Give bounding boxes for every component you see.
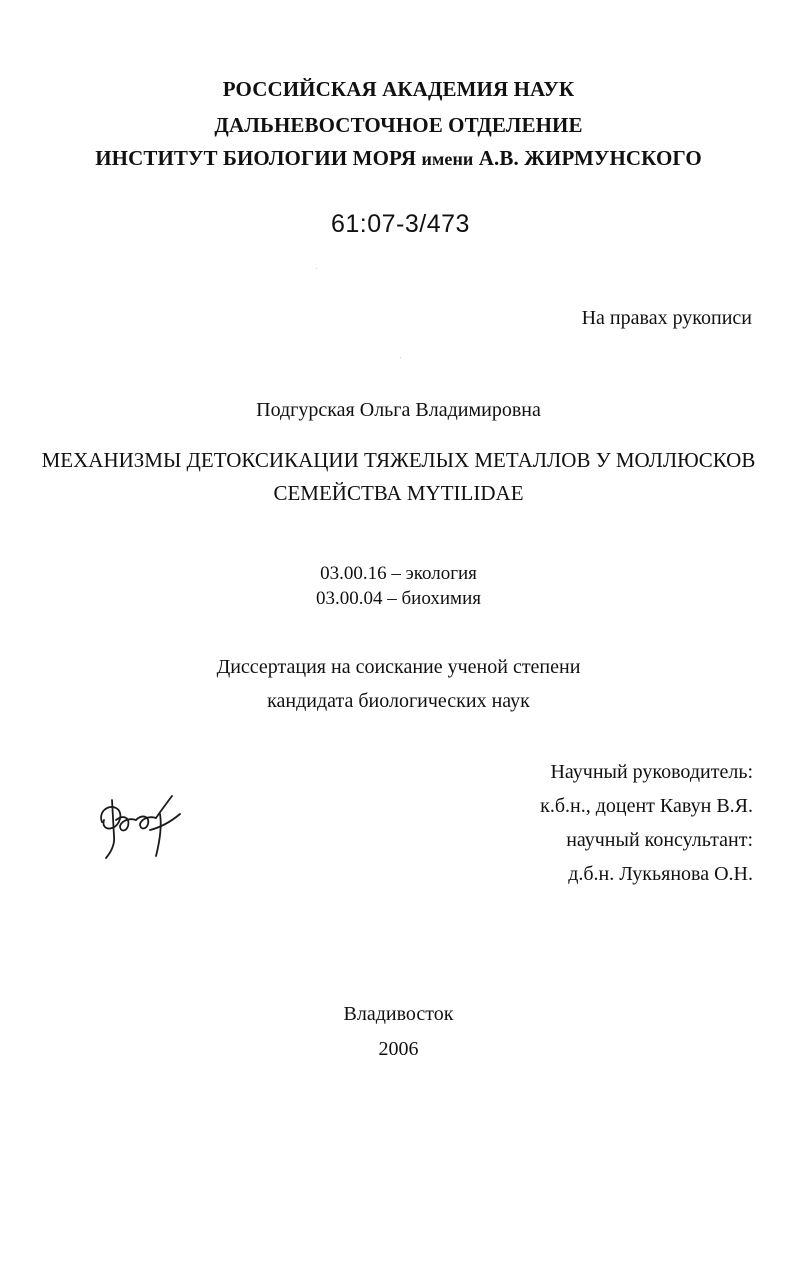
institute-name-part1: ИНСТИТУТ БИОЛОГИИ МОРЯ <box>95 146 417 170</box>
branch-name <box>0 113 797 138</box>
scan-speck <box>400 357 401 358</box>
institute-name-part3: А.В. ЖИРМУНСКОГО <box>478 146 702 170</box>
catalog-code: 61:07-3/473 <box>331 210 470 238</box>
author-name: Подгурская Ольга Владимировна <box>256 399 541 421</box>
consultant-label: научный консультант: <box>566 829 753 851</box>
handwritten-signature <box>94 790 186 862</box>
degree-line2: кандидата биологических наук <box>267 690 530 712</box>
dissertation-title-line2: СЕМЕЙСТВА MYTILIDAE <box>273 481 524 505</box>
academy-name <box>0 77 797 102</box>
specialty-biochemistry: 03.00.04 – биохимия <box>316 588 481 609</box>
degree-line1: Диссертация на соискание ученой степени <box>216 656 581 678</box>
branch-name-text: ДАЛЬНЕВОСТОЧНОЕ ОТДЕЛЕНИЕ <box>214 113 583 137</box>
scan-speck <box>316 268 317 269</box>
consultant-name: д.б.н. Лукьянова О.Н. <box>568 863 753 885</box>
academy-name-text: РОССИЙСКАЯ АКАДЕМИЯ НАУК <box>222 77 575 101</box>
supervisor-label: Научный руководитель: <box>550 761 753 783</box>
year: 2006 <box>378 1038 419 1060</box>
supervisor-name: к.б.н., доцент Кавун В.Я. <box>540 795 753 817</box>
specialty-ecology: 03.00.16 – экология <box>320 563 477 584</box>
dissertation-title-line1: МЕХАНИЗМЫ ДЕТОКСИКАЦИИ ТЯЖЕЛЫХ МЕТАЛЛОВ У МОЛЛЮСКОВ <box>41 448 756 472</box>
institute-name <box>0 146 797 171</box>
manuscript-note: На правах рукописи <box>581 307 752 329</box>
city: Владивосток <box>343 1003 454 1025</box>
institute-name-part2: имени <box>421 149 474 169</box>
